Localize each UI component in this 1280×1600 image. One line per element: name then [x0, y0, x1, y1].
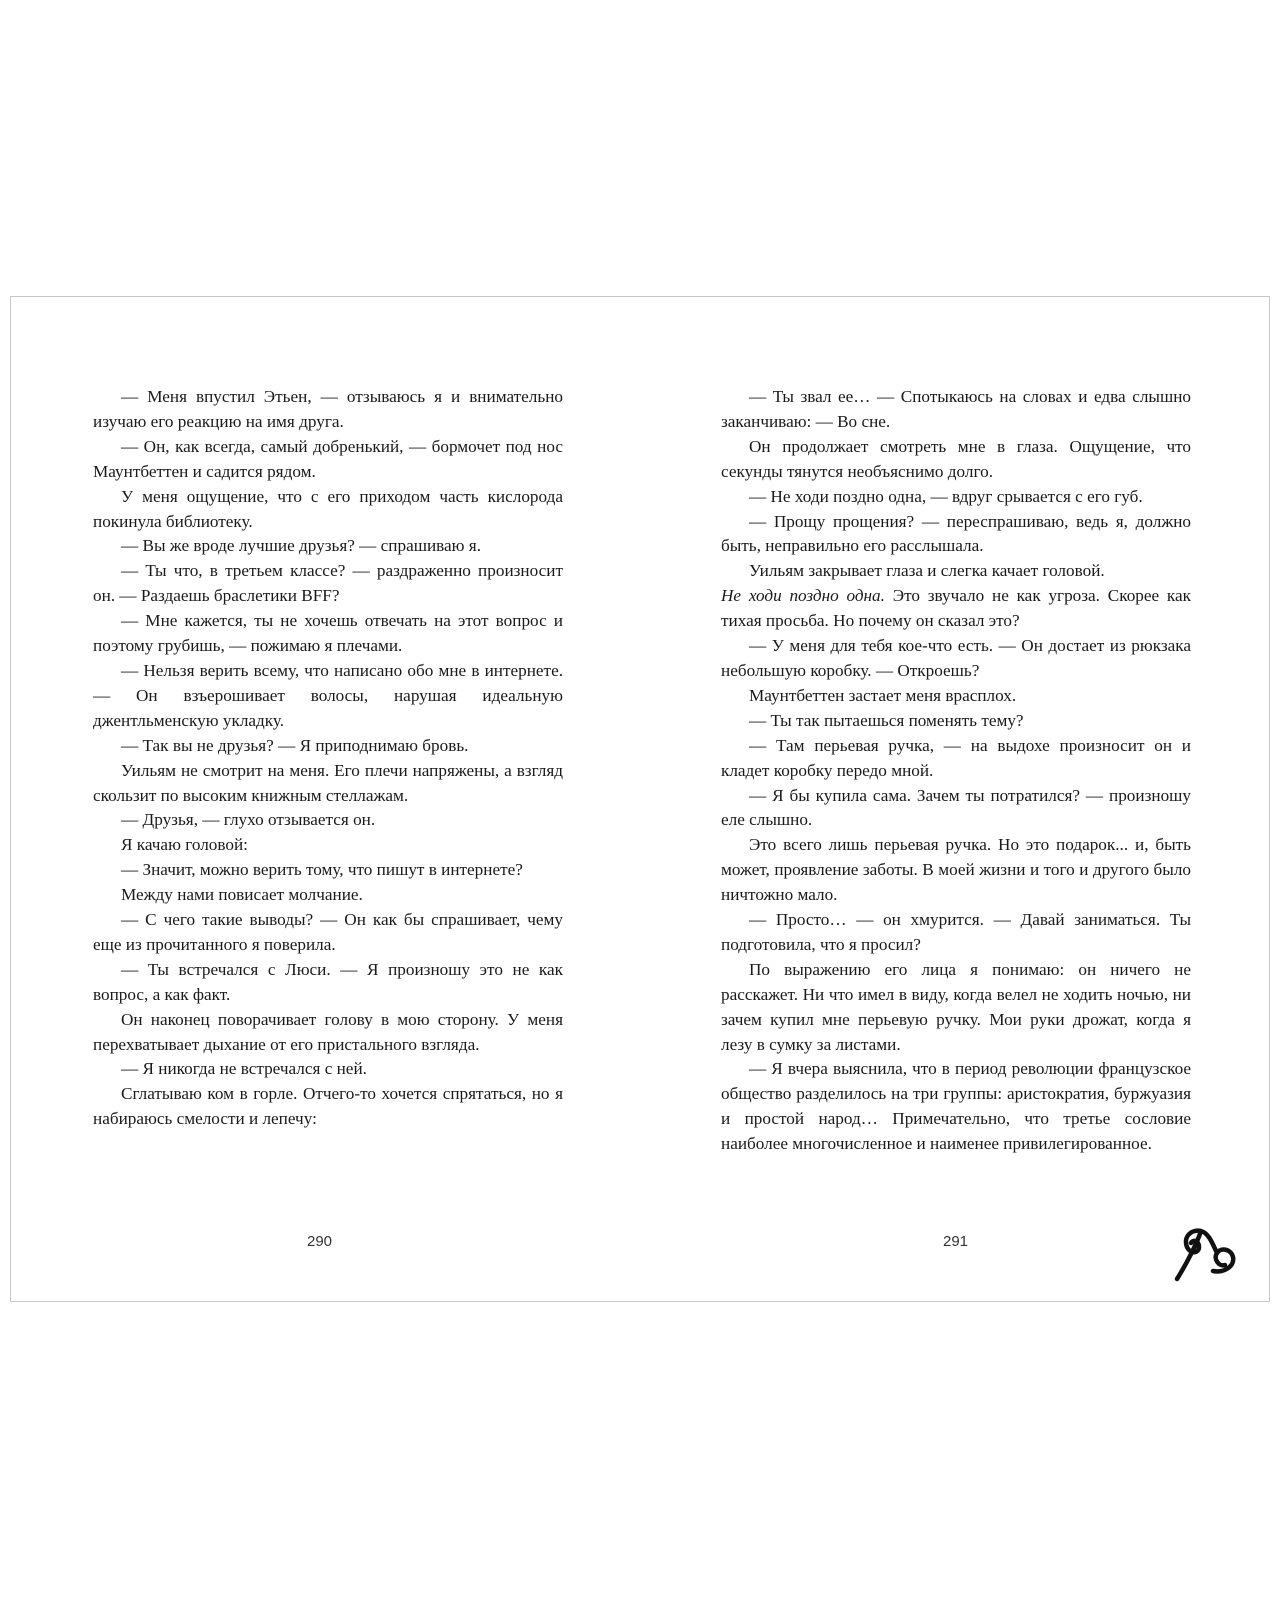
paragraph: — Друзья, — глухо отзывается он. [121, 810, 376, 830]
paragraph: — У меня для тебя кое-что есть. — Он достает из рюкзака небольшую коробку. — Откроешь? [721, 636, 1191, 680]
paragraph: — Он, как всегда, самый добренький, — бормочет под нос Маунтбеттен и садится рядом. [93, 436, 563, 481]
page-number-right: 291 [943, 1233, 969, 1250]
paragraph: — Так вы не друзья? — Я приподнимаю бровь. [121, 735, 469, 755]
paragraph: Он продолжает смотреть мне в глаза. Ощущение, что секунды тянутся необъяснимо долго. [721, 436, 1191, 481]
paragraph: — Ты так пытаешься поменять тему? [749, 710, 1024, 730]
paragraph: — Не ходи поздно одна, — вдруг срывается с его губ. [749, 486, 1143, 506]
paragraph: — Значит, можно верить тому, что пишут в интернете? [121, 860, 523, 880]
paragraph: Маунтбеттен застает меня врасплох. [749, 685, 1017, 705]
paragraph: Уильям не смотрит на меня. Его плечи напряжены, а взгляд скользит по высоким книжным стеллажам. [93, 760, 563, 805]
paragraph: Уильям закрывает глаза и слегка качает головой. [749, 561, 1105, 581]
italic-phrase: Не ходи поздно одна. [721, 586, 885, 606]
paragraph: — Ты звал ее… — Спотыкаюсь на словах и едва слышно заканчиваю: — Во сне. [721, 387, 1191, 431]
page-number-left: 290 [307, 1233, 333, 1250]
paragraph: — Прощу прощения? — переспрашиваю, ведь я, должно быть, неправильно его расслышала. [721, 511, 1191, 556]
paragraph: — Просто… — он хмурится. — Давай заниматься. Ты подготовила, что я просил? [721, 910, 1191, 954]
book-spread [10, 296, 1270, 1302]
paragraph: — Ты что, в третьем классе? — раздраженно произносит он. — Раздаешь браслетики BFF? [93, 561, 563, 606]
paragraph: — Я вчера выяснила, что в период революции французское общество разделилось на три группы: аристократия, буржуазия и простой народ… Примечательно, что третье сословие наиболее многочисленное и наименее привилегированное. [721, 1059, 1191, 1154]
paragraph-with-italic [721, 584, 1191, 634]
paragraph: — Нельзя верить всему, что написано обо мне в интернете. — Он взъерошивает волосы, нарушая идеальную джентльменскую укладку. [93, 660, 563, 730]
paragraph: Между нами повисает молчание. [121, 885, 363, 905]
paragraph: — Меня впустил Этьен, — отзываюсь я и внимательно изучаю его реакцию на имя друга. [93, 387, 563, 431]
paragraph: Сглатываю ком в горле. Отчего-то хочется спрятаться, но я набираюсь смелости и лепечу: [93, 1084, 563, 1129]
paragraph: Я качаю головой: [121, 835, 248, 855]
paragraph: — С чего такие выводы? — Он как бы спрашивает, чему еще из прочитанного я поверила. [93, 910, 563, 954]
paragraph: По выражению его лица я понимаю: он ничего не расскажет. Ни что имел в виду, когда велел не ходить ночью, ни зачем купил мне перьевую ручку. Мои руки дрожат, когда я лезу в сумку за листами. [721, 959, 1191, 1054]
paragraph: У меня ощущение, что с его приходом часть кислорода покинула библиотеку. [93, 486, 563, 531]
paragraph: — Я никогда не встречался с ней. [121, 1059, 367, 1079]
paragraph: — Ты встречался с Люси. — Я произношу это не как вопрос, а как факт. [93, 959, 563, 1004]
right-page-text [721, 385, 1191, 1157]
paragraph: — Я бы купила сама. Зачем ты потратился? — произношу еле слышно. [721, 785, 1191, 830]
publisher-logo-icon [1173, 1223, 1239, 1285]
paragraph: — Вы же вроде лучшие друзья? — спрашиваю я. [121, 536, 482, 556]
left-page-text [93, 385, 563, 1132]
paragraph: Он наконец поворачивает голову в мою сторону. У меня перехватывает дыхание от его пристального взгляда. [93, 1009, 563, 1054]
paragraph: Это всего лишь перьевая ручка. Но это подарок... и, быть может, проявление заботы. В моей жизни и того и другого было ничтожно мало. [721, 835, 1191, 905]
paragraph: — Мне кажется, ты не хочешь отвечать на этот вопрос и поэтому грубишь, — пожимаю я плечами. [93, 611, 563, 656]
paragraph-continuation: Это звучало не как угроза. Скорее как тихая просьба. Но почему он сказал это? [721, 586, 1191, 631]
paragraph: — Там перьевая ручка, — на выдохе произносит он и кладет коробку передо мной. [721, 735, 1191, 780]
